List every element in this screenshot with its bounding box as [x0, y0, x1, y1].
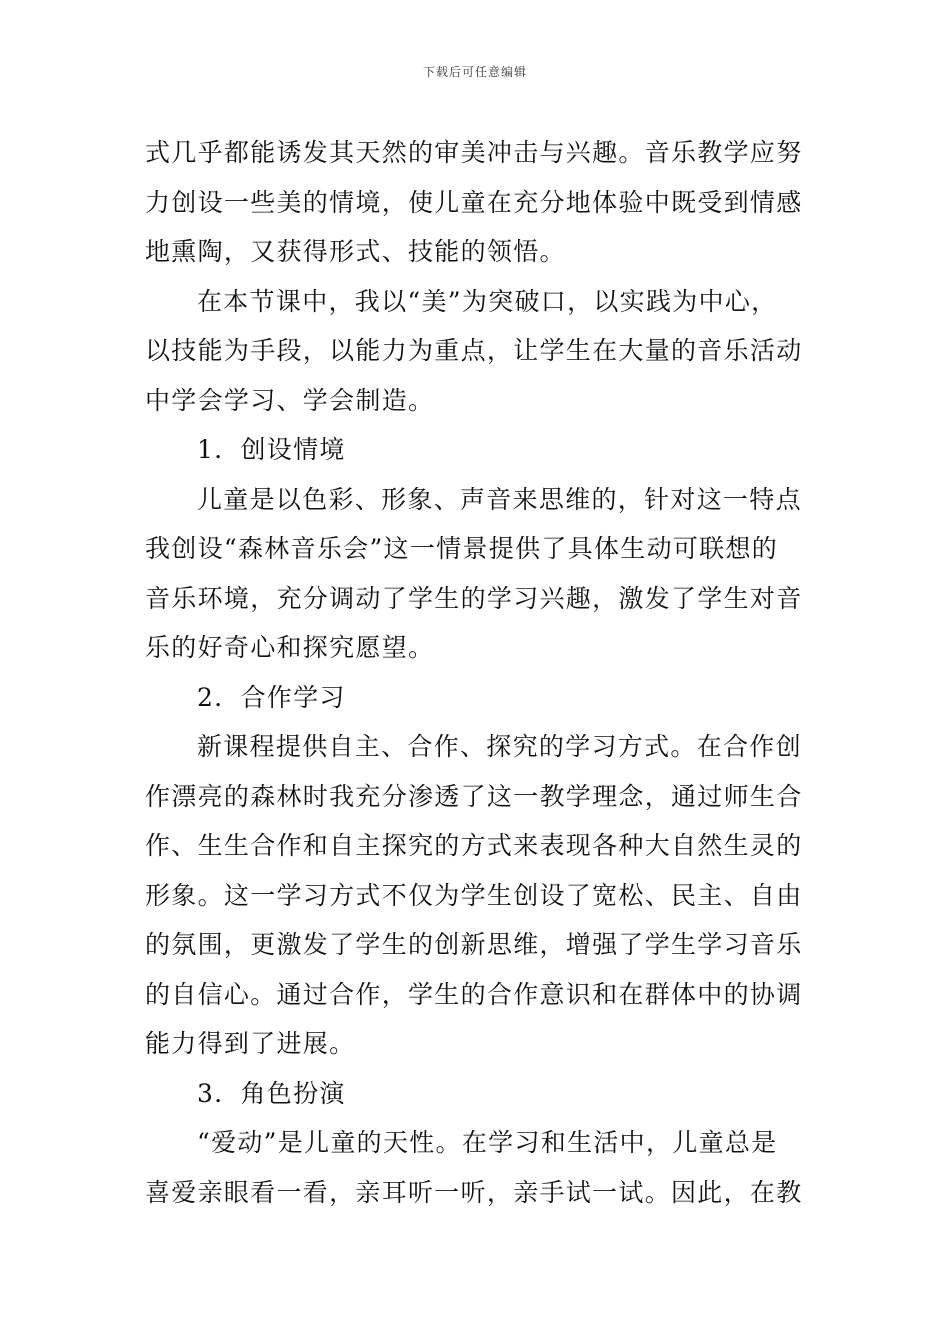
- text-line: 作漂亮的森林时我充分渗透了这一教学理念，通过师生合: [145, 781, 803, 811]
- section-heading-3: 3．角色扮演: [197, 1078, 346, 1108]
- page-header: 下载后可任意编辑: [422, 65, 527, 79]
- paragraph-first-line: “爱动”是儿童的天性。在学习和生活中，儿童总是: [197, 1128, 778, 1157]
- text-line: 式几乎都能诱发其天然的审美冲击与兴趣。音乐教学应努: [145, 138, 803, 167]
- section-heading-1: 1．创设情境: [197, 435, 346, 464]
- paragraph-first-line: 新课程提供自主、合作、探究的学习方式。在合作创: [197, 732, 802, 761]
- text-line: 我创设“森林音乐会”这一情景提供了具体生动可联想的: [145, 534, 779, 563]
- text-line: 能力得到了进展。: [145, 1029, 356, 1058]
- text-line: 乐的好奇心和探究愿望。: [145, 633, 435, 662]
- text-line: 喜爱亲眼看一看，亲耳听一听，亲手试一试。因此，在教: [145, 1177, 803, 1207]
- text-line: 作、生生合作和自主探究的方式来表现各种大自然生灵的: [145, 831, 803, 860]
- document-body: [145, 128, 810, 1217]
- text-line: 音乐环境，充分调动了学生的学习兴趣，激发了学生对音: [145, 583, 803, 613]
- text-line: 的自信心。通过合作，学生的合作意识和在群体中的协调: [145, 979, 803, 1009]
- text-line: 力创设一些美的情境，使儿童在充分地体验中既受到情感: [145, 187, 803, 217]
- text-line: 形象。这一学习方式不仅为学生创设了宽松、民主、自由: [145, 880, 803, 910]
- paragraph-first-line: 儿童是以色彩、形象、声音来思维的，针对这一特点: [197, 484, 802, 514]
- text-line: 地熏陶，又获得形式、技能的领悟。: [145, 237, 566, 266]
- text-line: 的氛围，更激发了学生的创新思维，增强了学生学习音乐: [145, 930, 803, 959]
- text-line: 中学会学习、学会制造。: [145, 385, 435, 415]
- text-line: 以技能为手段，以能力为重点，让学生在大量的音乐活动: [145, 336, 803, 365]
- section-heading-2: 2．合作学习: [197, 682, 346, 712]
- paragraph-first-line: 在本节课中，我以“美”为突破口，以实践为中心，: [197, 286, 778, 316]
